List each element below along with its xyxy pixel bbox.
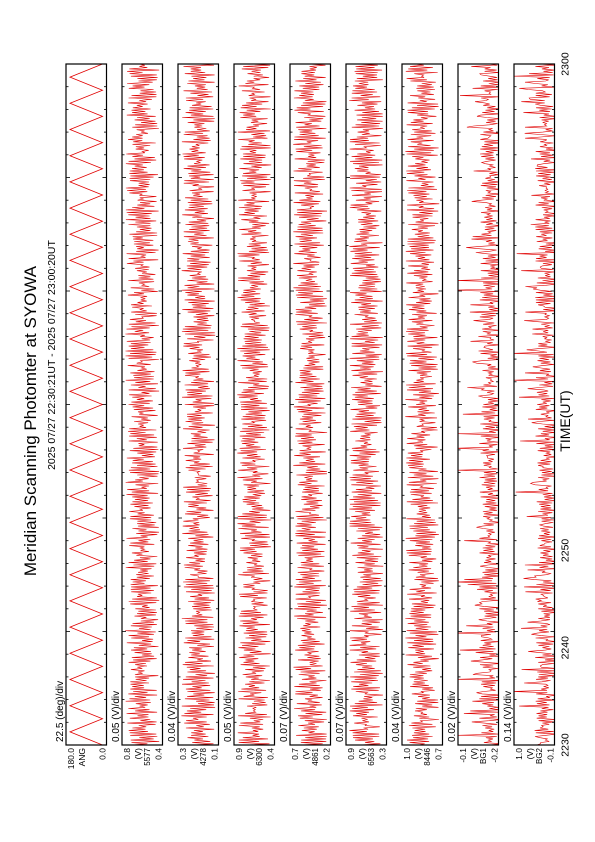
panel-units: (V) — [133, 748, 143, 760]
panel-8 — [447, 64, 502, 764]
panel-channel: 4861 — [311, 748, 320, 766]
panel-scale: 0.14 (V)/div — [503, 690, 514, 742]
trace-5 — [293, 64, 327, 745]
trace-4 — [237, 64, 271, 745]
x-tick-label: 2230 — [559, 733, 572, 757]
panel-frame — [514, 64, 555, 745]
panel-stack — [55, 64, 558, 769]
panel-4 — [223, 64, 276, 766]
trace-1 — [70, 64, 103, 745]
panel-frame — [66, 64, 107, 745]
panel-bottom-label: 0.4 — [265, 748, 276, 760]
panel-units: (V) — [189, 748, 199, 760]
trace-7 — [405, 64, 439, 745]
panel-scale: 0.04 (V)/div — [391, 690, 402, 742]
panel-bottom-label: 0.3 — [377, 748, 388, 760]
panel-scale: 0.05 (V)/div — [223, 690, 234, 742]
panel-scale: 22.5 (deg)/div — [55, 680, 66, 742]
x-axis-label: TIME(UT) — [557, 390, 573, 452]
panel-top-label: 0.3 — [178, 748, 188, 760]
panel-top-label: 180.0 — [66, 748, 76, 770]
panel-top-label: 0.9 — [346, 748, 356, 760]
panel-channel: BG1 — [479, 748, 488, 765]
panel-scale: 0.04 (V)/div — [167, 690, 178, 742]
panel-2 — [111, 64, 164, 766]
panel-7 — [391, 64, 444, 766]
panel-units: (V) — [413, 748, 423, 760]
panel-channel: 4278 — [199, 748, 208, 766]
panel-6 — [335, 64, 388, 766]
panel-channel: 6563 — [367, 748, 376, 766]
panel-bottom-label: -0.2 — [489, 748, 500, 763]
panel-5 — [279, 64, 332, 766]
panel-scale: 0.07 (V)/div — [279, 690, 290, 742]
panel-top-label: 0.9 — [234, 748, 244, 760]
panel-units: (V) — [469, 748, 479, 760]
panel-units: ANG — [77, 748, 87, 767]
panel-units: (V) — [301, 748, 311, 760]
panel-scale: 0.02 (V)/div — [447, 690, 458, 742]
panel-units: (V) — [525, 748, 535, 760]
panel-frame — [346, 64, 387, 745]
panel-frame — [458, 64, 499, 745]
panel-bottom-label: 0.0 — [97, 748, 108, 760]
panel-top-label: 1.0 — [514, 748, 524, 760]
panel-top-label: 0.8 — [122, 748, 132, 760]
panel-scale: 0.05 (V)/div — [111, 690, 122, 742]
chart-title: Meridian Scanning Photomter at SYOWA — [21, 265, 40, 577]
x-tick-label: 2300 — [559, 52, 572, 76]
x-tick-label: 2240 — [559, 636, 572, 660]
panel-channel: BG2 — [535, 748, 544, 765]
panel-3 — [167, 64, 220, 766]
panel-1 — [55, 64, 108, 769]
panel-bottom-label: -0.1 — [545, 748, 556, 763]
panel-units: (V) — [245, 748, 255, 760]
panel-top-label: 1.0 — [402, 748, 412, 760]
panel-9 — [503, 64, 558, 764]
panel-bottom-label: 0.2 — [321, 748, 332, 760]
time-range: 2025 07/27 22:30:21UT - 2025 07/27 23:00:20UT — [46, 240, 58, 470]
panel-units: (V) — [357, 748, 367, 760]
panel-scale: 0.07 (V)/div — [335, 690, 346, 742]
panel-channel: 5577 — [143, 748, 152, 766]
trace-6 — [349, 64, 383, 745]
panel-bottom-label: 0.4 — [153, 748, 164, 760]
panel-top-label: 0.7 — [290, 748, 300, 760]
trace-2 — [125, 64, 159, 745]
panel-channel: 8446 — [423, 748, 432, 766]
panel-channel: 6300 — [255, 748, 264, 766]
panel-bottom-label: 0.7 — [433, 748, 444, 760]
trace-3 — [181, 64, 215, 745]
x-tick-label: 2250 — [559, 538, 572, 563]
panel-top-label: -0.1 — [458, 748, 468, 763]
panel-bottom-label: 0.1 — [209, 748, 220, 760]
